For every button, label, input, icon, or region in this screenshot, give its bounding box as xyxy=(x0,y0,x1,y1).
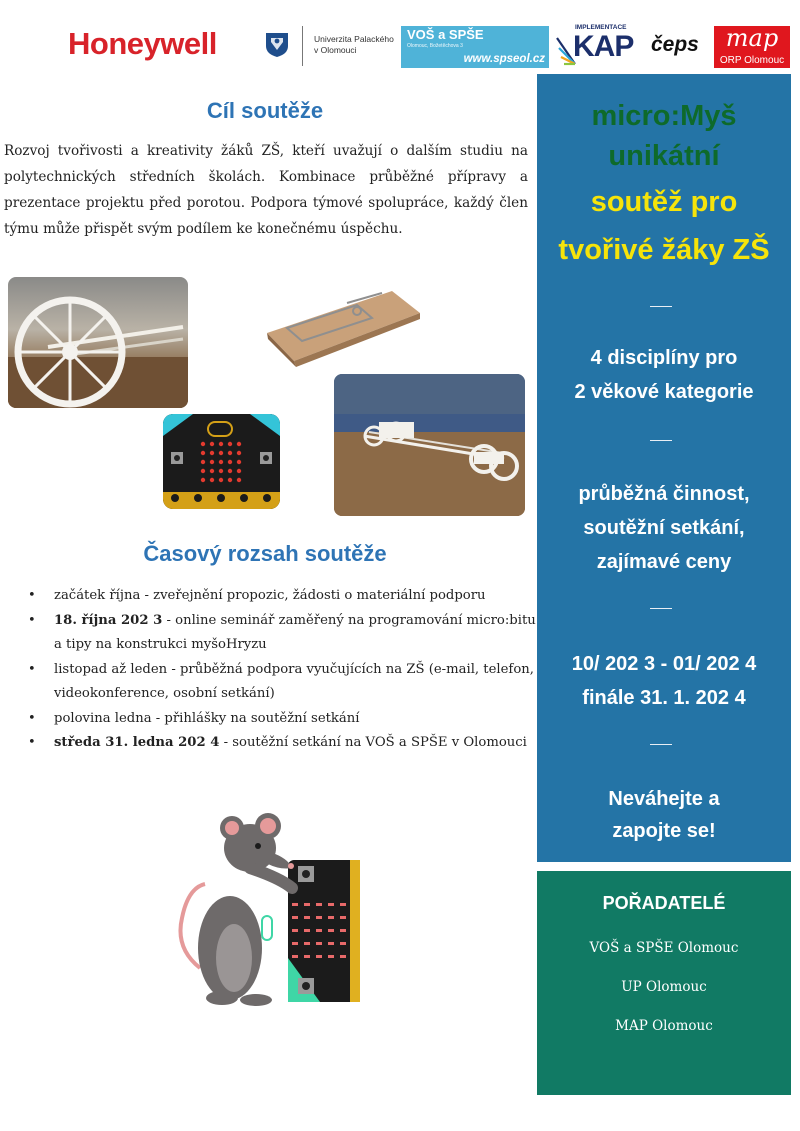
activities-line-3: zajímavé ceny xyxy=(596,551,732,573)
organizers-panel xyxy=(537,871,791,1095)
list-item xyxy=(28,584,538,609)
kap-logo xyxy=(555,24,634,68)
organizer-item: UP Olomouc xyxy=(621,979,707,995)
vos-logo-web: www.spseol.cz xyxy=(463,53,545,65)
mousetrap-illustration-icon xyxy=(262,283,422,368)
schedule-heading: Časový rozsah soutěže xyxy=(143,541,387,566)
dates-line-2: finále 31. 1. 202 4 xyxy=(582,687,746,709)
separator xyxy=(650,744,672,745)
competition-tagline: soutěž pro xyxy=(590,186,738,218)
competition-name: micro:Myš xyxy=(591,100,737,132)
bullet-icon: • xyxy=(28,612,36,628)
list-item xyxy=(28,609,538,658)
wheel-photo xyxy=(8,277,188,408)
schedule-item-text: listopad až leden - průběžná podpora vyučujících na ZŠ (e-mail, telefon, videokonference, osobní setkání) xyxy=(54,661,534,701)
logo-divider xyxy=(302,26,303,66)
dates-line-1: 10/ 202 3 - 01/ 202 4 xyxy=(571,653,757,675)
logo-bar xyxy=(0,0,800,80)
organizer-item: MAP Olomouc xyxy=(615,1018,713,1034)
call-to-action-line-1: Neváhejte a xyxy=(608,788,720,810)
organizer-item: VOŠ a SPŠE Olomouc xyxy=(589,940,739,956)
mousetrap-photo xyxy=(262,283,422,368)
microbit-photo xyxy=(163,414,280,509)
schedule-item-bold: 18. října 202 3 xyxy=(54,612,163,628)
microbit-board-icon xyxy=(163,414,280,509)
separator xyxy=(650,440,672,441)
goal-paragraph: Rozvoj tvořivosti a kreativity žáků ZŠ, kteří uvažují o dalším studiu na polytechnických středních školách. Kombinace průběžné přípravy a prezentace projektu před porotou. Podpora týmové spolupráce, každý člen týmu může přispět svým podílem ke konečnému úspěchu. xyxy=(4,143,528,237)
schedule-item-text: začátek října - zveřejnění propozic, žádosti o materiální podporu xyxy=(54,588,486,603)
bullet-icon: • xyxy=(28,710,36,726)
bullet-icon: • xyxy=(28,588,36,603)
schedule-item-text: - online seminář zaměřený na programování micro:bitu a tipy na konstrukci myšoHryzu xyxy=(54,612,536,652)
map-logo-big: map xyxy=(725,24,779,52)
map-logo xyxy=(714,26,790,68)
university-logo-text xyxy=(314,34,394,56)
wheel-illustration-icon xyxy=(8,277,188,408)
kap-logo-small: IMPLEMENTACE xyxy=(575,24,627,31)
car-model-illustration-icon xyxy=(334,374,525,516)
vos-logo-title: VOŠ a SPŠE xyxy=(407,27,484,42)
separator xyxy=(650,306,672,307)
schedule-item-text: polovina ledna - přihlášky na soutěžní setkání xyxy=(54,710,360,726)
competition-name-2: unikátní xyxy=(608,140,720,172)
goal-heading: Cíl soutěže xyxy=(206,98,324,123)
bullet-icon: • xyxy=(28,661,36,677)
list-item xyxy=(28,731,538,756)
vos-logo-address: Olomouc, Božetěchova 3 xyxy=(407,43,463,49)
activities-line-2: soutěžní setkání, xyxy=(583,517,745,539)
university-emblem-icon xyxy=(263,30,291,58)
university-line-1: Univerzita Palackého xyxy=(314,34,394,44)
call-to-action-line-2: zapojte se! xyxy=(612,820,716,842)
list-item xyxy=(28,658,538,707)
kap-logo-big: KAP xyxy=(573,30,634,63)
activities-line-1: průběžná činnost, xyxy=(578,483,750,505)
map-logo-small: ORP Olomouc xyxy=(719,55,785,66)
competition-tagline-2: tvořivé žáky ZŠ xyxy=(558,234,770,266)
schedule-item-bold: středa 31. ledna 202 4 xyxy=(54,735,220,750)
bullet-icon: • xyxy=(28,735,36,750)
car-model-photo xyxy=(334,374,525,516)
highlights-panel xyxy=(537,74,791,862)
ceps-logo: čeps xyxy=(651,33,699,56)
schedule-item-text: - soutěžní setkání na VOŠ a SPŠE v Olomouci xyxy=(219,735,527,750)
disciplines-line-1: 4 disciplíny pro xyxy=(590,347,738,369)
university-line-2: v Olomouci xyxy=(314,45,357,55)
list-item xyxy=(28,707,538,732)
organizers-heading: POŘADATELÉ xyxy=(602,893,726,913)
disciplines-line-2: 2 věkové kategorie xyxy=(574,381,754,403)
honeywell-logo: Honeywell xyxy=(68,26,217,61)
mouse-microbit-illustration-icon xyxy=(170,808,365,1008)
schedule-list xyxy=(28,584,538,756)
vos-spse-logo xyxy=(401,26,549,68)
separator xyxy=(650,608,672,609)
